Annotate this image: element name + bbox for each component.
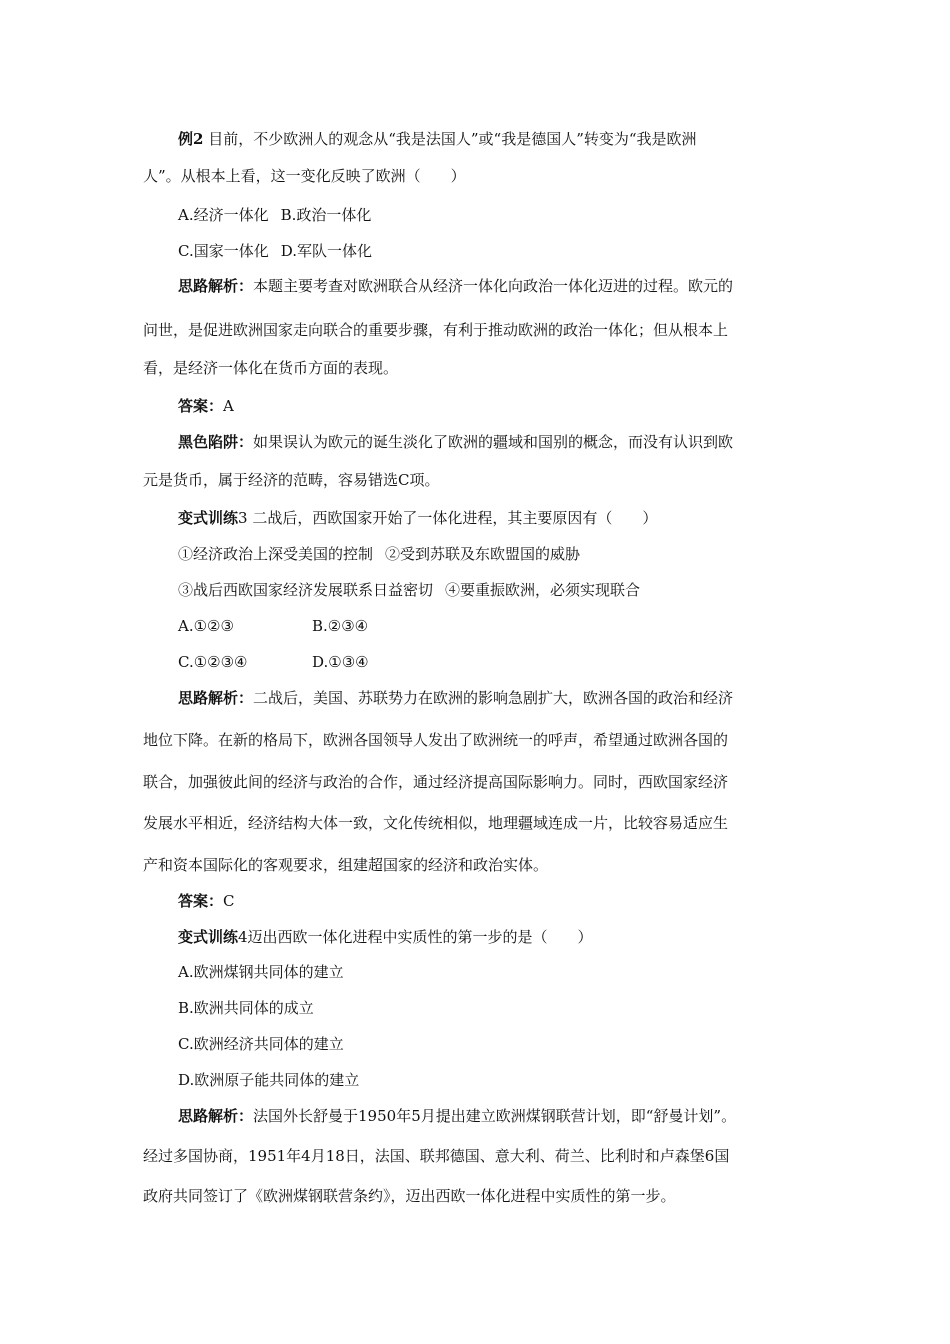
example-2-option-d: D.军队一体化 [280, 242, 372, 260]
variant-4-stem-text: 4迈出西欧一体化进程中实质性的第一步的是（ ） [238, 928, 593, 946]
example-2-analysis-line-3: 看，是经济一体化在货币方面的表现。 [143, 359, 399, 377]
example-2-trap-line-2: 元是货币，属于经济的范畴，容易错选C项。 [143, 471, 440, 489]
variant-4-analysis-label: 思路解析： [178, 1107, 254, 1125]
example-2-label: 例2 [178, 130, 204, 148]
variant-3-analysis-label: 思路解析： [178, 689, 254, 707]
variant-3-item-2: ②受到苏联及东欧盟国的威胁 [385, 545, 581, 563]
example-2-analysis-line-1: 本题主要考查对欧洲联合从经济一体化向政治一体化迈进的过程。欧元的 [253, 277, 734, 295]
example-2-answer-value: A [223, 397, 234, 415]
example-2-option-a: A.经济一体化 [178, 206, 269, 224]
variant-3-items-row-1 [178, 544, 580, 564]
variant-3-analysis-line-5: 产和资本国际化的客观要求，组建超国家的经济和政治实体。 [143, 856, 549, 874]
variant-3-option-d: D.①③④ [312, 653, 369, 671]
variant-4-option-b: B.欧洲共同体的成立 [178, 999, 314, 1017]
example-2-option-b: B.政治一体化 [280, 206, 372, 224]
example-2-stem [178, 129, 697, 149]
variant-4-analysis-line-3: 政府共同签订了《欧洲煤钢联营条约》，迈出西欧一体化进程中实质性的第一步。 [143, 1187, 676, 1205]
variant-4-option-d: D.欧洲原子能共同体的建立 [178, 1071, 360, 1089]
example-2-answer-label: 答案： [178, 397, 224, 415]
variant-3-analysis-line-1: 二战后，美国、苏联势力在欧洲的影响急剧扩大，欧洲各国的政治和经济 [253, 689, 734, 707]
variant-4-option-c: C.欧洲经济共同体的建立 [178, 1035, 344, 1053]
variant-3-items-row-2 [178, 580, 640, 600]
variant-3-analysis-line-3: 联合，加强彼此间的经济与政治的合作，通过经济提高国际影响力。同时，西欧国家经济 [143, 773, 729, 791]
variant-3-analysis-line-4: 发展水平相近，经济结构大体一致，文化传统相似，地理疆域连成一片，比较容易适应生 [143, 814, 729, 832]
variant-3-stem [178, 508, 657, 528]
variant-3-answer-label: 答案： [178, 892, 224, 910]
variant-3-option-c: C.①②③④ [178, 653, 248, 671]
example-2-analysis-label: 思路解析： [178, 277, 254, 295]
variant-3-answer [178, 891, 235, 911]
example-2-options-row-1 [178, 205, 371, 225]
variant-3-stem-text: 3 二战后，西欧国家开始了一体化进程，其主要原因有（ ） [238, 509, 658, 527]
variant-4-analysis-line-2: 经过多国协商，1951年4月18日，法国、联邦德国、意大利、荷兰、比利时和卢森堡6国 [143, 1147, 730, 1165]
variant-3-label: 变式训练 [178, 509, 239, 527]
example-2-trap-line-1: 如果误认为欧元的诞生淡化了欧洲的疆域和国别的概念，而没有认识到欧 [253, 433, 734, 451]
example-2-trap-label: 黑色陷阱： [178, 433, 254, 451]
variant-4-analysis-line-1: 法国外长舒曼于1950年5月提出建立欧洲煤钢联营计划，即“舒曼计划”。 [253, 1107, 737, 1125]
variant-3-option-a: A.①②③ [178, 617, 234, 635]
example-2-options-row-2 [178, 241, 372, 261]
variant-3-option-b: B.②③④ [312, 617, 369, 635]
variant-3-item-3: ③战后西欧国家经济发展联系日益密切 [178, 581, 434, 599]
example-2-analysis [178, 276, 733, 296]
variant-3-item-4: ④要重振欧洲，必须实现联合 [445, 581, 641, 599]
example-2-analysis-line-2: 问世，是促进欧洲国家走向联合的重要步骤，有利于推动欧洲的政治一体化；但从根本上 [143, 321, 729, 339]
variant-4-stem [178, 927, 593, 947]
example-2-stem-line-1: 目前，不少欧洲人的观念从“我是法国人”或“我是德国人”转变为“我是欧洲 [203, 130, 697, 148]
variant-3-analysis-line-2: 地位下降。在新的格局下，欧洲各国领导人发出了欧洲统一的呼声，希望通过欧洲各国的 [143, 731, 729, 749]
variant-4-analysis [178, 1106, 736, 1126]
example-2-answer [178, 396, 234, 416]
variant-4-option-a: A.欧洲煤钢共同体的建立 [178, 963, 344, 981]
variant-4-label: 变式训练 [178, 928, 239, 946]
variant-3-analysis [178, 688, 733, 708]
example-2-stem-line-2: 人”。从根本上看，这一变化反映了欧洲（ ） [143, 167, 466, 185]
example-2-option-c: C.国家一体化 [178, 242, 269, 260]
example-2-trap [178, 432, 733, 452]
variant-3-item-1: ①经济政治上深受美国的控制 [178, 545, 374, 563]
variant-3-answer-value: C [223, 892, 235, 910]
